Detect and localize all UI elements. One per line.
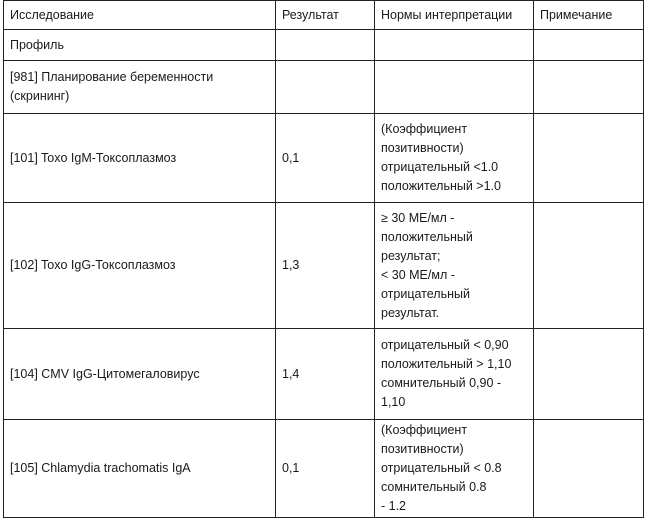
norm-line: 1,10 — [381, 395, 406, 409]
note-cell — [534, 114, 644, 203]
norm-line: отрицательный < 0.8 — [381, 461, 502, 475]
norm-line: ≥ 30 МЕ/мл - — [381, 210, 455, 225]
table-row — [4, 203, 644, 329]
norm-line: (Коэффициент — [381, 423, 468, 437]
norm-line: (Коэффициент — [381, 122, 468, 136]
norm-line: отрицательный <1.0 — [381, 160, 499, 174]
norm-line: сомнительный 0,90 - — [381, 376, 502, 390]
test-name-line: [981] Планирование беременности — [10, 70, 214, 84]
norm-line: позитивности) — [381, 442, 464, 456]
norm-line: позитивности) — [381, 141, 464, 155]
table-row — [4, 30, 644, 61]
note-cell — [534, 61, 644, 114]
test-name: Профиль — [4, 30, 276, 61]
lab-results-table — [3, 0, 644, 518]
norm-line: сомнительный 0.8 — [381, 480, 487, 494]
result-value — [276, 61, 375, 114]
norm-line: результат; — [381, 248, 441, 263]
table-row — [4, 61, 644, 114]
test-name-line: (скрининг) — [10, 89, 70, 103]
norms-cell — [375, 30, 534, 61]
result-value: 0,1 — [276, 420, 375, 518]
header-result: Результат — [276, 1, 375, 30]
header-row — [4, 1, 644, 30]
result-value: 1,3 — [276, 203, 375, 329]
test-name: [101] Toxo IgM-Токсоплазмоз — [4, 114, 276, 203]
norms-cell — [375, 329, 534, 420]
norm-line: - 1.2 — [381, 499, 407, 513]
result-value: 0,1 — [276, 114, 375, 203]
norm-line: положительный — [381, 229, 473, 244]
table-row — [4, 420, 644, 518]
note-cell — [534, 30, 644, 61]
norms-cell — [375, 203, 534, 329]
note-cell — [534, 420, 644, 518]
header-test: Исследование — [4, 1, 276, 30]
norms-cell — [375, 420, 534, 518]
header-note: Примечание — [534, 1, 644, 30]
result-value: 1,4 — [276, 329, 375, 420]
table-row — [4, 114, 644, 203]
note-cell — [534, 203, 644, 329]
note-cell — [534, 329, 644, 420]
norms-cell — [375, 61, 534, 114]
header-norms: Нормы интерпретации — [375, 1, 534, 30]
test-name: [104] CMV IgG-Цитомегаловирус — [4, 329, 276, 420]
norm-line: отрицательный — [381, 286, 470, 301]
norm-line: положительный > 1,10 — [381, 357, 512, 371]
result-value — [276, 30, 375, 61]
norm-line: отрицательный < 0,90 — [381, 338, 509, 352]
table-row — [4, 329, 644, 420]
norm-line: положительный >1.0 — [381, 179, 501, 193]
test-name: [102] Toxo IgG-Токсоплазмоз — [4, 203, 276, 329]
norm-line: результат. — [381, 305, 440, 320]
test-name: [105] Chlamydia trachomatis IgA — [4, 420, 276, 518]
norms-cell — [375, 114, 534, 203]
test-name — [4, 61, 276, 114]
norm-line: < 30 МЕ/мл - — [381, 267, 455, 282]
